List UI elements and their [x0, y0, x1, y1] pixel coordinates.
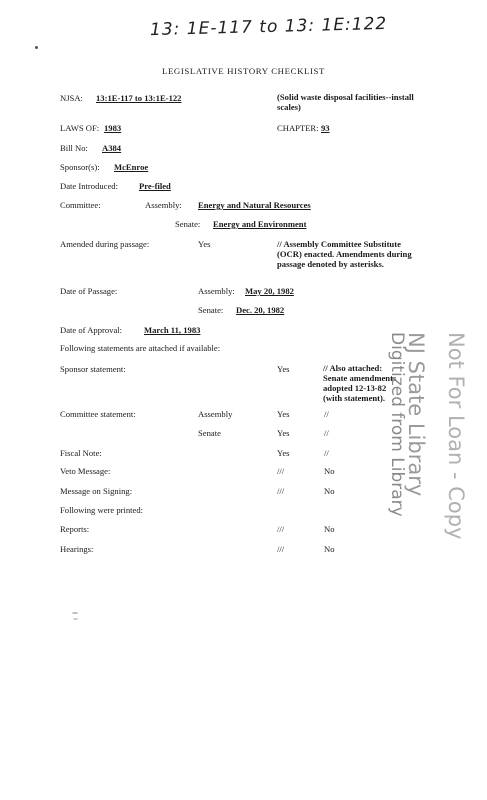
- njsa-note: (Solid waste disposal facilities--install scales): [277, 92, 414, 112]
- passage-assembly-value: May 20, 1982: [245, 286, 294, 296]
- chapter-value: 93: [321, 123, 330, 133]
- laws-label: LAWS OF:: [60, 123, 100, 133]
- fiscal-note-mark: //: [324, 448, 329, 458]
- hearings-mark: ///: [277, 544, 285, 554]
- signing-label: Message on Signing:: [60, 486, 133, 496]
- speck-mark: [72, 612, 78, 614]
- veto-mark: ///: [277, 466, 285, 476]
- speck-mark: [35, 46, 38, 49]
- introduced-value: Pre-filed: [139, 181, 171, 191]
- bill-label: Bill No:: [60, 143, 88, 153]
- reports-label: Reports:: [60, 524, 90, 534]
- committee-statement-label: Committee statement:: [60, 409, 136, 419]
- reports-value: No: [324, 524, 335, 534]
- passage-senate-label: Senate:: [198, 305, 224, 315]
- committee-statement-senate-mark: //: [324, 428, 329, 438]
- handwritten-statute-range: 13: 1E-117 to 13: 1E:122: [149, 13, 388, 41]
- passage-label: Date of Passage:: [60, 286, 118, 296]
- committee-senate-value: Energy and Environment: [213, 219, 307, 229]
- veto-value: No: [324, 466, 335, 476]
- amended-value: Yes: [198, 239, 211, 249]
- amended-label: Amended during passage:: [60, 239, 150, 249]
- sponsor-statement-label: Sponsor statement:: [60, 364, 126, 374]
- njsa-value: 13:1E-117 to 13:1E-122: [96, 93, 182, 103]
- speck-mark: [73, 618, 78, 620]
- passage-senate-value: Dec. 20, 1982: [236, 305, 285, 315]
- library-stamp-line-3: Not For Loan - Copy: [444, 332, 468, 540]
- fiscal-note-label: Fiscal Note:: [60, 448, 102, 458]
- approval-label: Date of Approval:: [60, 325, 123, 335]
- committee-statement-senate-value: Yes: [277, 428, 290, 438]
- committee-statement-assembly-value: Yes: [277, 409, 290, 419]
- sponsor-value: McEnroe: [114, 162, 149, 172]
- signing-value: No: [324, 486, 335, 496]
- page-title: LEGISLATIVE HISTORY CHECKLIST: [161, 66, 326, 76]
- following-printed-heading: Following were printed:: [60, 505, 144, 515]
- following-attached-heading: Following statements are attached if available:: [60, 343, 221, 353]
- hearings-label: Hearings:: [60, 544, 94, 554]
- chapter-label: CHAPTER:: [277, 123, 319, 133]
- fiscal-note-value: Yes: [277, 448, 290, 458]
- sponsor-label: Sponsor(s):: [60, 162, 100, 172]
- passage-assembly-label: Assembly:: [198, 286, 235, 296]
- committee-assembly-value: Energy and Natural Resources: [198, 200, 311, 210]
- laws-value: 1983: [104, 123, 122, 133]
- committee-assembly-label: Assembly:: [145, 200, 182, 210]
- library-stamp: [370, 330, 470, 590]
- signing-mark: ///: [277, 486, 285, 496]
- njsa-label: NJSA:: [60, 93, 83, 103]
- sponsor-statement-value: Yes: [277, 364, 290, 374]
- committee-statement-senate-label: Senate: [198, 428, 221, 438]
- library-stamp-line-2: Digitized from Library: [387, 332, 407, 517]
- committee-senate-label: Senate:: [175, 219, 201, 229]
- introduced-label: Date Introduced:: [60, 181, 118, 191]
- approval-value: March 11, 1983: [144, 325, 201, 335]
- sponsor-statement-note: // Also attached: Senate amendments adopted 12-13-82 (with statement).: [323, 363, 397, 403]
- veto-label: Veto Message:: [60, 466, 111, 476]
- amended-note: // Assembly Committee Substitute (OCR) enacted. Amendments during passage denoted by asterisks.: [277, 239, 412, 269]
- committee-statement-assembly-label: Assembly: [198, 409, 233, 419]
- committee-label: Committee:: [60, 200, 101, 210]
- reports-mark: ///: [277, 524, 285, 534]
- bill-value: A384: [102, 143, 122, 153]
- hearings-value: No: [324, 544, 335, 554]
- committee-statement-assembly-mark: //: [324, 409, 329, 419]
- library-stamp-line-1: NJ State Library: [404, 332, 428, 497]
